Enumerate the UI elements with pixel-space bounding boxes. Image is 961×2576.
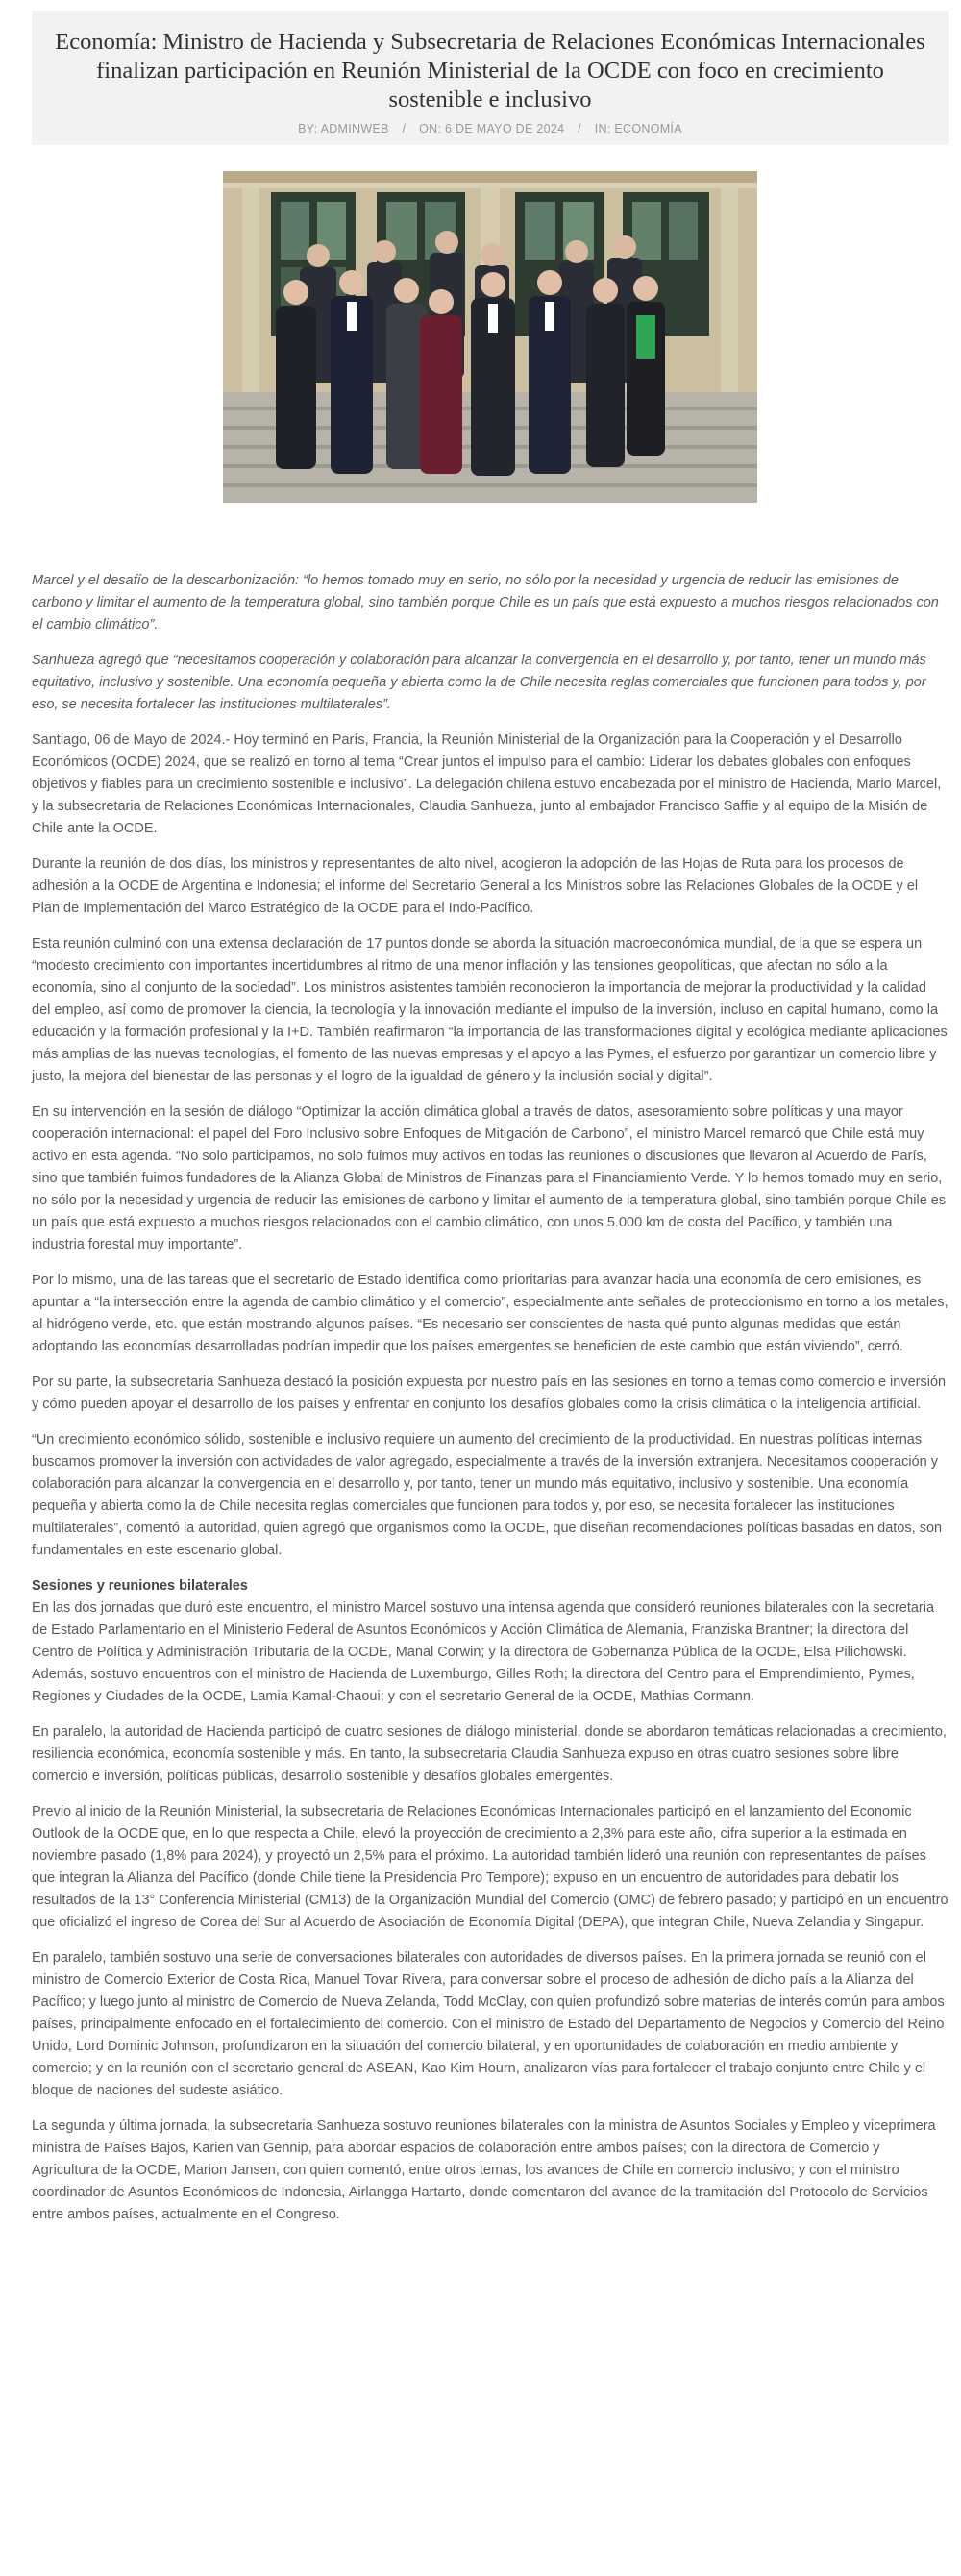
article-photo [223,171,757,503]
article-meta [55,122,925,136]
body-paragraph: La segunda y última jornada, la subsecretaria Sanhueza sostuvo reuniones bilaterales con la ministra de Asuntos Sociales y Empleo y viceprimera ministra de Países Bajos, Karien van Gennip, para abordar espacios de colaboración entre ambos países; con la directora de Comercio y Agricultura de la OCDE, Marion Jansen, con quien comentó, entre otros temas, los avances de Chile en comercio inclusivo; y con el ministro coordinador de Asuntos Económicos de Indonesia, Airlangga Hartarto, donde comentaron del avance de la tramitación del Protocolo de Servicios entre ambos países, actualmente en el Congreso. [32,2118,936,2222]
section-heading: Sesiones y reuniones bilaterales [32,1578,248,1594]
body-paragraph: Esta reunión culminó con una extensa declaración de 17 puntos donde se aborda la situación macroeconómica mundial, de la que se espera un “modesto crecimiento con importantes incertidumbres al ritmo de una menor inflación y las tensiones geopolíticas, que afectan no sólo a la economía, sino al conjunto de la sociedad”. Los ministros asistentes también reconocieron la importancia de mejorar la productividad y la calidad del empleo, así como de promover la ciencia, la tecnología y la innovación mediante el impulso de la inversión, incluso en capital humano, como la educación y la formación profesional y la I+D. También reafirmaron “la importancia de las transformaciones digital y ecológica mediante aplicaciones más amplias de las nuevas tecnologías, el fomento de las nuevas empresas y el apoyo a las Pymes, el esfuerzo por garantizar un comercio libre y justo, la mejora del bienestar de las personas y el logro de la igualdad de género y la inclusión social y digital”. [32,936,948,1084]
highlight-quote: Sanhueza agregó que “necesitamos cooperación y colaboración para alcanzar la convergencia en el desarrollo y, por tanto, tener un mundo más equitativo, inclusivo y sostenible. Una economía pequeña y abierta como la de Chile necesita reglas comerciales que funcionen para todos y, por eso, se necesita fortalecer las instituciones multilaterales”. [32,653,926,712]
body-paragraph: En paralelo, también sostuvo una serie de conversaciones bilaterales con autoridades de diversos países. En la primera jornada se reunió con el ministro de Comercio Exterior de Costa Rica, Manuel Tovar Rivera, para conversar sobre el proceso de adhesión de dicho país a la Alianza del Pacífico; y luego junto al ministro de Comercio de Nueva Zelanda, Todd McClay, con quien profundizó sobre materias de interés común para ambos países, principalmente enfocado en el fortalecimiento del comercio. Con el ministro de Estado del Departamento de Negocios y Comercio del Reino Unido, Lord Dominic Johnson, profundizaron en la situación del comercio bilateral, y en oportunidades de colaboración en medio ambiente y comercio; y en la reunión con el secretario general de ASEAN, Kao Kim Hourn, analizaron vías para fortalecer el trabajo conjunto entre Chile y el bloque de naciones del sudeste asiático. [32,1950,945,2098]
body-paragraph: Previo al inicio de la Reunión Ministerial, la subsecretaria de Relaciones Económicas Internacionales participó en el lanzamiento del Economic Outlook de la OCDE que, en lo que respecta a Chile, elevó la proyección de crecimiento a 2,3% para este año, cifra superior a la estimada en noviembre pasado (1,8% para 2024), y proyectó un 2,5% para el próximo. La autoridad también lideró una reunión con representantes de países que integran la Alianza del Pacífico (donde Chile tiene la Presidencia Pro Tempore); expuso en un encuentro de autoridades para debatir los resultados de la 13° Conferencia Ministerial (CM13) de la Organización Mundial del Comercio (OMC) de febrero pasado; y participó en un encuentro que oficializó el ingreso de Corea del Sur al Acuerdo de Asociación de Economía Digital (DEPA), que integran Chile, Nueva Zelandia y Singapur. [32,1804,949,1930]
body-paragraph: Durante la reunión de dos días, los ministros y representantes de alto nivel, acogieron la adopción de las Hojas de Ruta para los procesos de adhesión a la OCDE de Argentina e Indonesia; el informe del Secretario General a los Ministros sobre las Relaciones Globales de la OCDE y el Plan de Implementación del Marco Estratégico de la OCDE para el Indo-Pacífico. [32,856,919,916]
meta-separator: / [578,122,581,136]
delegation-group-photo [223,171,757,503]
meta-date: 6 DE MAYO DE 2024 [445,122,565,136]
body-paragraph: En paralelo, la autoridad de Hacienda participó de cuatro sesiones de diálogo ministerial, donde se abordaron temáticas relacionadas a crecimiento, resiliencia económica, economía sostenible y más. En tanto, la subsecretaria Claudia Sanhueza expuso en otras cuatro sesiones sobre libre comercio e inversión, políticas públicas, desarrollo sostenible y desafíos globales emergentes. [32,1724,947,1784]
body-paragraph: “Un crecimiento económico sólido, sostenible e inclusivo requiere un aumento del crecimiento de la productividad. En nuestras políticas internas buscamos promover la inversión con actividades de valor agregado, especialmente a través de la inversión extranjera. Necesitamos cooperación y colaboración para alcanzar la convergencia en el desarrollo y, por tanto, tener un mundo más equitativo, inclusivo y sostenible. Una economía pequeña y abierta como la de Chile necesita reglas comerciales que funcionen para todos y, por eso, se necesita fortalecer las instituciones multilaterales”, comentó la autoridad, quien agregó que organismos como la OCDE, que diseñan recomendaciones políticas basadas en datos, son fundamentales en este escenario global. [32,1432,943,1558]
body-paragraph: Por lo mismo, una de las tareas que el secretario de Estado identifica como prioritarias para avanzar hacia una economía de cero emisiones, es apuntar a “la intersección entre la agenda de cambio climático y el comercio”, especialmente ante señales de proteccionismo en torno a los metales, al hidrógeno verde, etc. que están mostrando algunos países. “Es necesario ser conscientes de hasta qué punto algunas medidas que están adoptando las economías desarrolladas podrían impedir que los países emergentes se beneficien de este cambio que están viviendo”, cerró. [32,1273,949,1354]
meta-author-link[interactable]: ADMINWEB [320,122,389,136]
article-body [32,570,949,2240]
meta-category-link[interactable]: ECONOMÍA [614,122,682,136]
article-title: Economía: Ministro de Hacienda y Subsecretaria de Relaciones Económicas Internacionales finalizan participación en Reunión Ministerial de la OCDE con foco en crecimiento sostenible e inclusivo [55,29,925,112]
meta-on-label: ON: [419,122,442,136]
body-paragraph: Por su parte, la subsecretaria Sanhueza destacó la posición expuesta por nuestro país en las sesiones en torno a temas como comercio e inversión y cómo pueden apoyar el desarrollo de los países y enfrentar en conjunto los desafíos globales como la crisis climática o la inteligencia artificial. [32,1375,947,1412]
highlight-quote: Marcel y el desafío de la descarbonización: “lo hemos tomado muy en serio, no sólo por la necesidad y urgencia de reducir las emisiones de carbono y limitar el aumento de la temperatura global, sino también porque Chile es un país que está expuesto a muchos riesgos relacionados con el cambio climático”. [32,573,939,632]
meta-by-label: BY: [298,122,318,136]
body-paragraph: En las dos jornadas que duró este encuentro, el ministro Marcel sostuvo una intensa agenda que consideró reuniones bilaterales con la secretaria de Estado Parlamentario en el Ministerio Federal de Asuntos Económicos y Acción Climática de Alemania, Franziska Brantner; la directora del Centro de Política y Administración Tributaria de la OCDE, Manal Corwin; y la directora de Gobernanza Pública de la OCDE, Elsa Pilichowski. Además, sostuvo encuentros con el ministro de Hacienda de Luxemburgo, Gilles Roth; la directora del Centro para el Emprendimiento, Pymes, Regiones y Ciudades de la OCDE, Lamia Kamal-Chaoui; y con el secretario General de la OCDE, Mathias Cormann. [32,1600,935,1704]
meta-separator: / [402,122,407,136]
meta-in-label: IN: [594,122,611,136]
body-paragraph: Santiago, 06 de Mayo de 2024.- Hoy terminó en París, Francia, la Reunión Ministerial de la Organización para la Cooperación y el Desarrollo Económicos (OCDE) 2024, que se realizó en torno al tema “Crear juntos el impulso para el cambio: Liderar los debates globales con enfoques objetivos y fiables para un crecimiento sostenible e inclusivo”. La delegación chilena estuvo encabezada por el ministro de Hacienda, Mario Marcel, y la subsecretaria de Relaciones Económicas Internacionales, Claudia Sanhueza, junto al embajador Francisco Saffie y al equipo de la Misión de Chile ante la OCDE. [32,732,942,836]
article-header [32,11,949,145]
body-paragraph: En su intervención en la sesión de diálogo “Optimizar la acción climática global a través de datos, asesoramiento sobre políticas y una mayor cooperación internacional: el papel del Foro Inclusivo sobre Enfoques de Mitigación de Carbono”, el ministro Marcel remarcó que Chile está muy activo en esta agenda. “No solo participamos, no solo fuimos muy activos en todas las reuniones o discusiones que llevaron al Acuerdo de París, sino que también fuimos fundadores de la Alianza Global de Ministros de Finanzas para el Financiamiento Verde. Y lo hemos tomado muy en serio, no sólo por la necesidad y urgencia de reducir las emisiones de carbono y limitar el aumento de la temperatura global, sino también porque Chile es un país que está expuesto a muchos riesgos relacionados con el cambio climático, con unos 5.000 km de costa del Pacífico, y también una industria forestal muy importante”. [32,1104,947,1252]
